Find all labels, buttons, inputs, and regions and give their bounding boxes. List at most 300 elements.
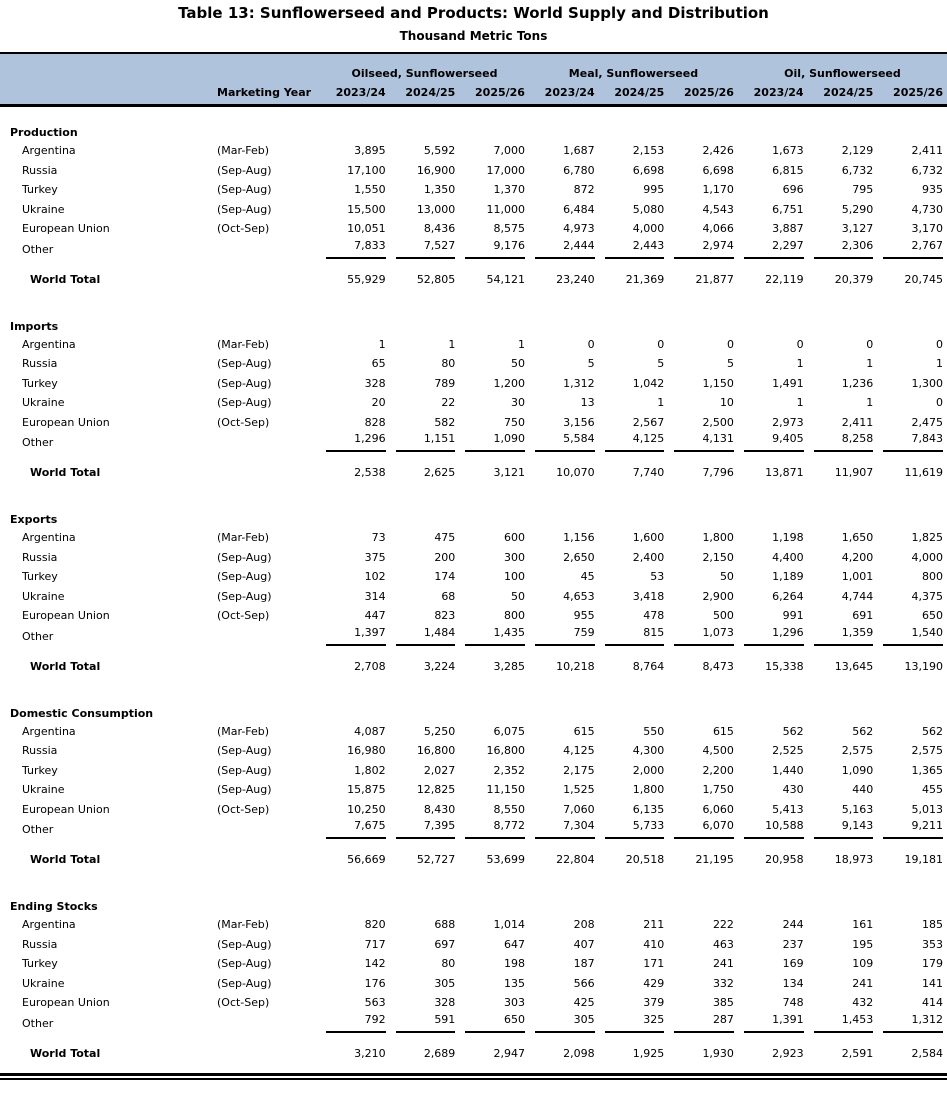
table-row (0, 374, 947, 394)
world-total-value-cell: 22,804 (556, 853, 595, 866)
value-with-rule: 9,176 (465, 239, 525, 259)
value-cell: 328 (434, 996, 456, 1010)
country-cell: Argentina (22, 337, 76, 351)
value-cell: 200 (434, 550, 456, 564)
value-cell: 1,370 (493, 183, 525, 197)
value-cell: 4,500 (702, 744, 734, 758)
country-cell: European Union (22, 996, 110, 1010)
value-cell: 0 (657, 337, 665, 351)
value-cell: 6,751 (772, 202, 804, 216)
world-total-label: World Total (30, 659, 101, 673)
value-cell (390, 239, 460, 260)
value-cell: 300 (503, 550, 525, 564)
table-row (0, 200, 947, 220)
value-cell (738, 1013, 808, 1034)
value-cell: 1,236 (841, 376, 874, 390)
value-with-rule: 6,070 (674, 819, 734, 839)
section-header-row (0, 507, 947, 528)
value-cell: 5,290 (841, 202, 874, 216)
world-total-value-cell: 15,338 (765, 659, 804, 673)
value-cell: 1,800 (702, 531, 734, 545)
table-row (0, 335, 947, 355)
value-with-rule: 1,359 (814, 626, 874, 646)
country-cell: Other (22, 1016, 54, 1030)
value-cell: 332 (712, 976, 734, 990)
marketing-year-cell: (Sep-Aug) (217, 357, 272, 371)
value-with-rule: 2,444 (535, 239, 595, 259)
value-cell: 5 (587, 357, 595, 371)
country-cell: Turkey (22, 763, 58, 777)
table-row (0, 354, 947, 374)
value-cell: 478 (643, 609, 665, 623)
marketing-year-cell: (Oct-Sep) (217, 609, 270, 623)
world-total-value-cell: 2,591 (841, 1046, 874, 1060)
value-cell (320, 819, 390, 840)
value-cell: 16,900 (416, 163, 456, 177)
value-cell: 5,013 (911, 802, 943, 816)
marketing-year-cell: (Oct-Sep) (217, 802, 270, 816)
value-cell: 7,060 (563, 802, 595, 816)
value-cell: 2,411 (841, 415, 874, 429)
value-cell (320, 239, 390, 260)
country-cell: Turkey (22, 957, 58, 971)
marketing-year-cell (214, 819, 320, 840)
value-cell: 109 (852, 957, 874, 971)
spacer-cell (0, 1034, 947, 1043)
value-cell: 10 (719, 396, 734, 410)
table-row (0, 780, 947, 800)
value-cell: 1 (796, 396, 804, 410)
value-cell: 500 (712, 609, 734, 623)
value-cell: 2,567 (632, 415, 665, 429)
value-cell: 6,732 (911, 163, 943, 177)
value-cell: 65 (371, 357, 386, 371)
value-cell: 8,550 (493, 802, 525, 816)
value-cell: 305 (434, 976, 456, 990)
table-row (0, 800, 947, 820)
value-with-rule: 8,258 (814, 432, 874, 452)
column-years-row (0, 81, 947, 105)
marketing-year-cell: (Sep-Aug) (217, 589, 272, 603)
world-total-value-cell: 20,518 (625, 853, 665, 866)
value-cell: 562 (782, 724, 804, 738)
value-cell: 429 (643, 976, 665, 990)
table-row (0, 239, 947, 260)
value-cell: 2,150 (702, 550, 734, 564)
value-with-rule: 1,391 (744, 1013, 804, 1033)
value-cell: 161 (852, 918, 874, 932)
value-with-rule: 4,131 (674, 432, 734, 452)
value-cell (808, 819, 878, 840)
value-cell: 30 (510, 396, 525, 410)
marketing-year-cell: (Sep-Aug) (217, 744, 272, 758)
world-total-label: World Total (30, 272, 101, 286)
value-with-rule: 325 (605, 1013, 665, 1033)
value-cell: 20 (371, 396, 386, 410)
value-with-rule: 4,125 (605, 432, 665, 452)
world-total-value-cell: 20,379 (834, 272, 874, 286)
value-cell: 1,365 (911, 763, 943, 777)
world-total-value-cell: 20,745 (904, 272, 943, 286)
value-cell (808, 626, 878, 647)
value-cell: 1,156 (563, 531, 595, 545)
value-cell: 3,895 (354, 144, 386, 158)
value-cell: 6,698 (632, 163, 665, 177)
value-with-rule: 9,211 (883, 819, 943, 839)
value-cell: 697 (434, 937, 456, 951)
world-total-value-cell: 3,210 (354, 1046, 386, 1060)
country-cell: Turkey (22, 376, 58, 390)
value-cell: 142 (364, 957, 386, 971)
value-cell: 696 (782, 183, 804, 197)
value-cell: 4,543 (702, 202, 734, 216)
marketing-year-cell: (Oct-Sep) (217, 222, 270, 236)
value-cell: 455 (922, 783, 943, 797)
value-cell: 1,802 (354, 763, 386, 777)
value-cell: 174 (434, 570, 456, 584)
value-cell: 562 (852, 724, 874, 738)
world-total-row (0, 462, 947, 483)
value-cell: 314 (364, 589, 386, 603)
column-group-header: Oil, Sunflowerseed (738, 53, 947, 81)
value-with-rule: 2,306 (814, 239, 874, 259)
spacer-cell (0, 260, 947, 269)
country-cell: Russia (22, 550, 58, 564)
value-cell: 11,000 (486, 202, 525, 216)
value-cell: 17,100 (347, 163, 386, 177)
value-cell (390, 626, 460, 647)
value-cell: 795 (852, 183, 874, 197)
value-cell: 789 (434, 376, 456, 390)
value-cell: 2,500 (702, 415, 734, 429)
value-cell: 0 (936, 396, 943, 410)
value-cell: 1,014 (493, 918, 525, 932)
value-with-rule: 7,675 (326, 819, 386, 839)
table-row (0, 393, 947, 413)
table-row (0, 413, 947, 433)
country-cell: Turkey (22, 183, 58, 197)
value-cell (529, 626, 599, 647)
value-cell: 820 (364, 918, 386, 932)
table-row (0, 548, 947, 568)
value-cell: 3,127 (841, 222, 874, 236)
table-row (0, 974, 947, 994)
value-cell: 2,525 (772, 744, 804, 758)
value-cell: 176 (364, 976, 386, 990)
value-cell: 385 (712, 996, 734, 1010)
value-with-rule: 8,772 (465, 819, 525, 839)
value-cell: 10,051 (347, 222, 386, 236)
world-total-value-cell: 2,584 (911, 1046, 943, 1060)
table-title: Table 13: Sunflowerseed and Products: World Supply and Distribution (178, 4, 769, 22)
value-cell: 475 (434, 531, 456, 545)
marketing-year-cell: (Mar-Feb) (217, 918, 270, 932)
value-cell: 0 (726, 337, 734, 351)
value-cell (877, 432, 947, 453)
marketing-year-cell: (Sep-Aug) (217, 570, 272, 584)
value-cell: 2,175 (563, 763, 595, 777)
value-cell: 0 (587, 337, 595, 351)
table-row (0, 1013, 947, 1034)
value-cell: 6,135 (632, 802, 665, 816)
value-cell: 303 (503, 996, 525, 1010)
value-cell: 566 (573, 976, 595, 990)
country-cell: Ukraine (22, 589, 65, 603)
value-cell: 688 (434, 918, 456, 932)
value-cell: 4,400 (772, 550, 804, 564)
world-total-value-cell: 53,699 (486, 853, 525, 866)
year-column-header: 2025/26 (668, 81, 738, 105)
value-with-rule: 1,540 (883, 626, 943, 646)
spacer-cell (0, 483, 947, 507)
country-cell: Russia (22, 744, 58, 758)
years-row-spacer (0, 81, 214, 105)
value-cell: 410 (643, 937, 665, 951)
marketing-year-cell (214, 1013, 320, 1034)
value-cell: 1,687 (563, 144, 595, 158)
value-cell (808, 1013, 878, 1034)
section-gap (0, 105, 947, 120)
value-cell: 6,698 (702, 163, 734, 177)
world-total-value-cell: 8,473 (702, 659, 734, 673)
marketing-year-cell (214, 432, 320, 453)
value-cell (459, 626, 529, 647)
value-with-rule: 1,312 (883, 1013, 943, 1033)
value-cell: 647 (503, 937, 525, 951)
value-cell: 1,800 (632, 783, 665, 797)
value-cell (668, 819, 738, 840)
value-cell (877, 239, 947, 260)
value-with-rule: 9,405 (744, 432, 804, 452)
value-cell: 1,750 (702, 783, 734, 797)
table-subtitle: Thousand Metric Tons (399, 29, 548, 43)
value-cell: 430 (782, 783, 804, 797)
value-cell: 1,198 (772, 531, 804, 545)
value-cell: 198 (503, 957, 525, 971)
value-cell: 17,000 (486, 163, 525, 177)
section-header: Ending Stocks (10, 900, 98, 913)
value-cell: 8,436 (423, 222, 456, 236)
value-with-rule: 650 (465, 1013, 525, 1033)
value-cell: 379 (643, 996, 665, 1010)
value-cell (808, 432, 878, 453)
value-cell: 50 (719, 570, 734, 584)
value-cell: 50 (510, 357, 525, 371)
spacer-cell (0, 677, 947, 701)
country-cell: European Union (22, 415, 110, 429)
world-total-value-cell: 21,369 (625, 272, 665, 286)
table-row (0, 819, 947, 840)
value-with-rule: 1,397 (326, 626, 386, 646)
value-cell: 2,027 (423, 763, 456, 777)
value-cell: 600 (503, 531, 525, 545)
value-cell: 328 (364, 376, 386, 390)
value-cell: 4,200 (841, 550, 874, 564)
world-total-value-cell: 22,119 (765, 272, 804, 286)
world-total-value-cell: 21,195 (695, 853, 734, 866)
value-cell: 1 (517, 337, 525, 351)
value-cell: 823 (434, 609, 456, 623)
value-cell: 407 (573, 937, 595, 951)
value-cell (599, 432, 669, 453)
year-column-header: 2025/26 (877, 81, 947, 105)
value-cell: 2,650 (563, 550, 595, 564)
value-cell: 1,312 (563, 376, 595, 390)
value-cell: 141 (922, 976, 943, 990)
value-cell: 208 (573, 918, 595, 932)
value-with-rule: 1,453 (814, 1013, 874, 1033)
value-cell (529, 432, 599, 453)
country-cell: Ukraine (22, 396, 65, 410)
value-cell: 2,200 (702, 763, 734, 777)
value-cell: 1,090 (841, 763, 874, 777)
value-cell: 615 (712, 724, 734, 738)
marketing-year-header: Marketing Year (214, 81, 320, 105)
value-cell: 550 (643, 724, 665, 738)
value-cell: 2,575 (911, 744, 943, 758)
table-row (0, 761, 947, 781)
value-with-rule: 5,584 (535, 432, 595, 452)
world-total-value-cell: 13,645 (834, 659, 874, 673)
value-cell: 440 (852, 783, 874, 797)
value-cell: 375 (364, 550, 386, 564)
table-row (0, 993, 947, 1013)
value-cell: 2,352 (493, 763, 525, 777)
value-cell (529, 819, 599, 840)
world-total-value-cell: 52,805 (416, 272, 456, 286)
value-cell: 432 (852, 996, 874, 1010)
value-cell: 15,500 (347, 202, 386, 216)
pre-total-gap (0, 260, 947, 269)
value-cell (877, 819, 947, 840)
value-cell: 4,000 (632, 222, 665, 236)
value-cell: 187 (573, 957, 595, 971)
value-cell: 1,189 (772, 570, 804, 584)
section-gap (0, 677, 947, 701)
value-cell: 50 (510, 589, 525, 603)
marketing-year-cell: (Sep-Aug) (217, 183, 272, 197)
value-cell: 195 (852, 937, 874, 951)
pre-total-gap (0, 453, 947, 462)
value-cell: 3,170 (911, 222, 943, 236)
value-cell: 4,300 (632, 744, 665, 758)
value-cell: 6,732 (841, 163, 874, 177)
value-cell (599, 1013, 669, 1034)
value-cell (668, 626, 738, 647)
value-cell: 425 (573, 996, 595, 1010)
value-with-rule: 1,090 (465, 432, 525, 452)
value-cell (320, 626, 390, 647)
value-cell: 563 (364, 996, 386, 1010)
value-cell: 2,129 (841, 144, 874, 158)
world-total-value-cell: 18,973 (834, 853, 874, 866)
value-cell: 1,550 (354, 183, 386, 197)
value-cell: 1,440 (772, 763, 804, 777)
world-total-value-cell: 20,958 (765, 853, 804, 866)
value-cell: 100 (503, 570, 525, 584)
world-total-value-cell: 19,181 (904, 853, 943, 866)
world-total-value-cell: 13,871 (765, 466, 804, 479)
world-total-row (0, 1043, 947, 1064)
value-cell: 237 (782, 937, 804, 951)
country-cell: Argentina (22, 724, 76, 738)
value-cell: 650 (922, 609, 943, 623)
value-cell: 1,491 (772, 376, 804, 390)
spacer-cell (0, 453, 947, 462)
value-cell: 935 (922, 183, 943, 197)
value-cell: 6,815 (772, 163, 804, 177)
value-with-rule: 1,435 (465, 626, 525, 646)
value-cell (599, 626, 669, 647)
world-total-row (0, 849, 947, 870)
spacer-cell (0, 840, 947, 849)
value-with-rule: 9,143 (814, 819, 874, 839)
value-cell: 171 (643, 957, 665, 971)
section-header-row (0, 894, 947, 915)
country-cell: Other (22, 823, 54, 836)
world-total-value-cell: 2,923 (772, 1046, 804, 1060)
world-total-row (0, 269, 947, 290)
value-cell: 5,163 (841, 802, 874, 816)
value-with-rule: 2,297 (744, 239, 804, 259)
value-with-rule: 759 (535, 626, 595, 646)
value-cell: 582 (434, 415, 456, 429)
value-cell: 1,001 (841, 570, 874, 584)
value-cell: 102 (364, 570, 386, 584)
section-gap (0, 870, 947, 894)
value-cell (459, 1013, 529, 1034)
value-cell: 1,525 (563, 783, 595, 797)
section-header: Domestic Consumption (10, 706, 154, 720)
marketing-year-cell: (Oct-Sep) (217, 996, 270, 1010)
value-cell: 3,418 (632, 589, 665, 603)
value-cell: 1,673 (772, 144, 804, 158)
value-cell: 2,411 (911, 144, 943, 158)
value-with-rule: 305 (535, 1013, 595, 1033)
marketing-year-cell: (Sep-Aug) (217, 202, 272, 216)
pre-total-gap (0, 1034, 947, 1043)
value-cell (738, 239, 808, 260)
value-cell: 2,000 (632, 763, 665, 777)
year-column-header: 2024/25 (599, 81, 669, 105)
supply-distribution-table (0, 52, 947, 1064)
value-cell (390, 432, 460, 453)
value-cell: 800 (503, 609, 525, 623)
marketing-year-cell: (Mar-Feb) (217, 337, 270, 351)
value-cell: 0 (796, 337, 804, 351)
value-cell (320, 432, 390, 453)
value-cell: 169 (782, 957, 804, 971)
value-cell (808, 239, 878, 260)
year-column-header: 2025/26 (459, 81, 529, 105)
pre-total-gap (0, 647, 947, 656)
value-cell: 4,653 (563, 589, 595, 603)
table-row (0, 528, 947, 548)
world-total-value-cell: 21,877 (695, 272, 734, 286)
value-cell: 2,973 (772, 415, 804, 429)
pre-total-gap (0, 840, 947, 849)
marketing-year-cell: (Sep-Aug) (217, 976, 272, 990)
table-row (0, 741, 947, 761)
value-cell: 1 (866, 396, 874, 410)
value-cell: 991 (782, 609, 804, 623)
world-total-value-cell: 7,796 (702, 466, 734, 479)
bottom-rule-thin (0, 1078, 947, 1080)
table-body (0, 105, 947, 1064)
value-cell: 800 (922, 570, 943, 584)
world-total-value-cell: 13,190 (904, 659, 943, 673)
world-total-value-cell: 2,538 (354, 466, 386, 479)
